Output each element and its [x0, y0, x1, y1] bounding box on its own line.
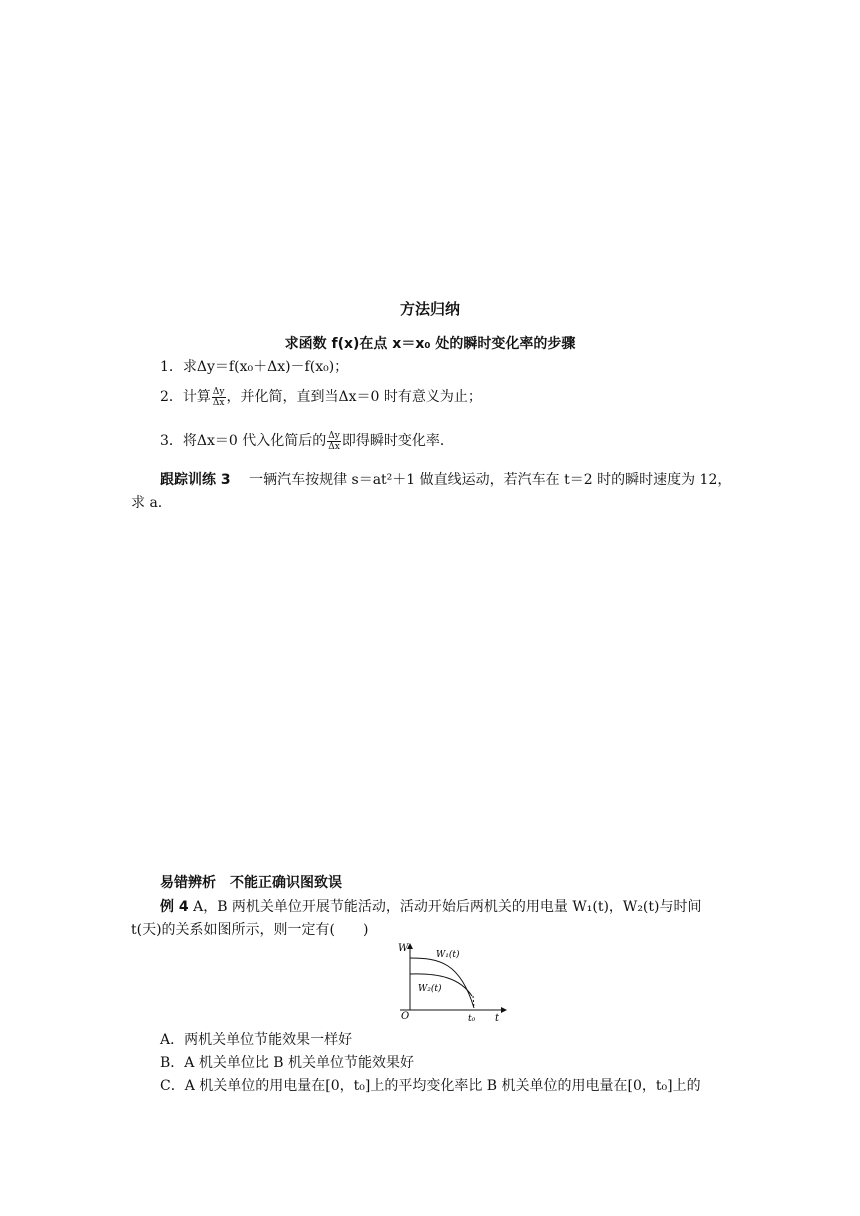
example-line-1 — [160, 896, 701, 916]
t0-label: t₀ — [468, 1014, 476, 1024]
method-subtitle: 求函数 f(x)在点 x＝x₀ 处的瞬时变化率的步骤 — [284, 336, 576, 352]
step2-fraction — [212, 387, 226, 408]
method-step-3 — [160, 430, 454, 452]
exercise-line-1 — [160, 469, 731, 489]
method-step-2 — [160, 386, 482, 408]
method-title: 方法归纳 — [399, 300, 460, 318]
option-b: B．A 机关单位比 B 机关单位节能效果好 — [160, 1055, 415, 1071]
step3-fraction — [327, 431, 341, 452]
step2-suffix: ，并化简，直到当Δx＝0 时有意义为止； — [226, 389, 482, 405]
example-label: 例 4 — [160, 899, 189, 915]
option-c: C．A 机关单位的用电量在[0，t₀]上的平均变化率比 B 机关单位的用电量在[0，t₀]上的 — [160, 1078, 701, 1094]
exercise-line-2: 求 a. — [131, 495, 163, 511]
exercise-label: 跟踪训练 3 — [160, 472, 231, 488]
usage-graph — [394, 938, 512, 1024]
w1-label: W₁(t) — [436, 950, 460, 960]
exercise-text-1: 一辆汽车按规律 s＝at²＋1 做直线运动，若汽车在 t＝2 时的瞬时速度为 12， — [249, 472, 732, 488]
method-step-1: 1．求Δy＝f(x₀＋Δx)－f(x₀)； — [160, 359, 349, 375]
y-axis-label: W — [398, 943, 409, 954]
step2-denominator: Δx — [212, 397, 225, 408]
origin-label: O — [401, 1011, 410, 1022]
step2-numerator: Δy — [212, 386, 225, 397]
step3-suffix: 即得瞬时变化率． — [341, 433, 454, 449]
w1-curve — [410, 958, 474, 1008]
step2-prefix: 2．计算 — [160, 389, 211, 405]
error-analysis-heading: 易错辨析 不能正确识图致误 — [160, 875, 342, 891]
step3-prefix: 3．将Δx＝0 代入化简后的 — [160, 433, 327, 449]
x-axis-label: t — [495, 1013, 500, 1024]
example-text-1: A，B 两机关单位开展节能活动，活动开始后两机关的用电量 W₁(t)，W₂(t)与时间 — [193, 899, 702, 915]
w2-label: W₂(t) — [418, 984, 442, 994]
step3-numerator: Δy — [328, 430, 340, 441]
step3-denominator: Δx — [328, 441, 340, 452]
option-a: A．两机关单位节能效果一样好 — [160, 1032, 353, 1048]
example-line-2: t(天)的关系如图所示，则一定有( ) — [131, 922, 369, 938]
